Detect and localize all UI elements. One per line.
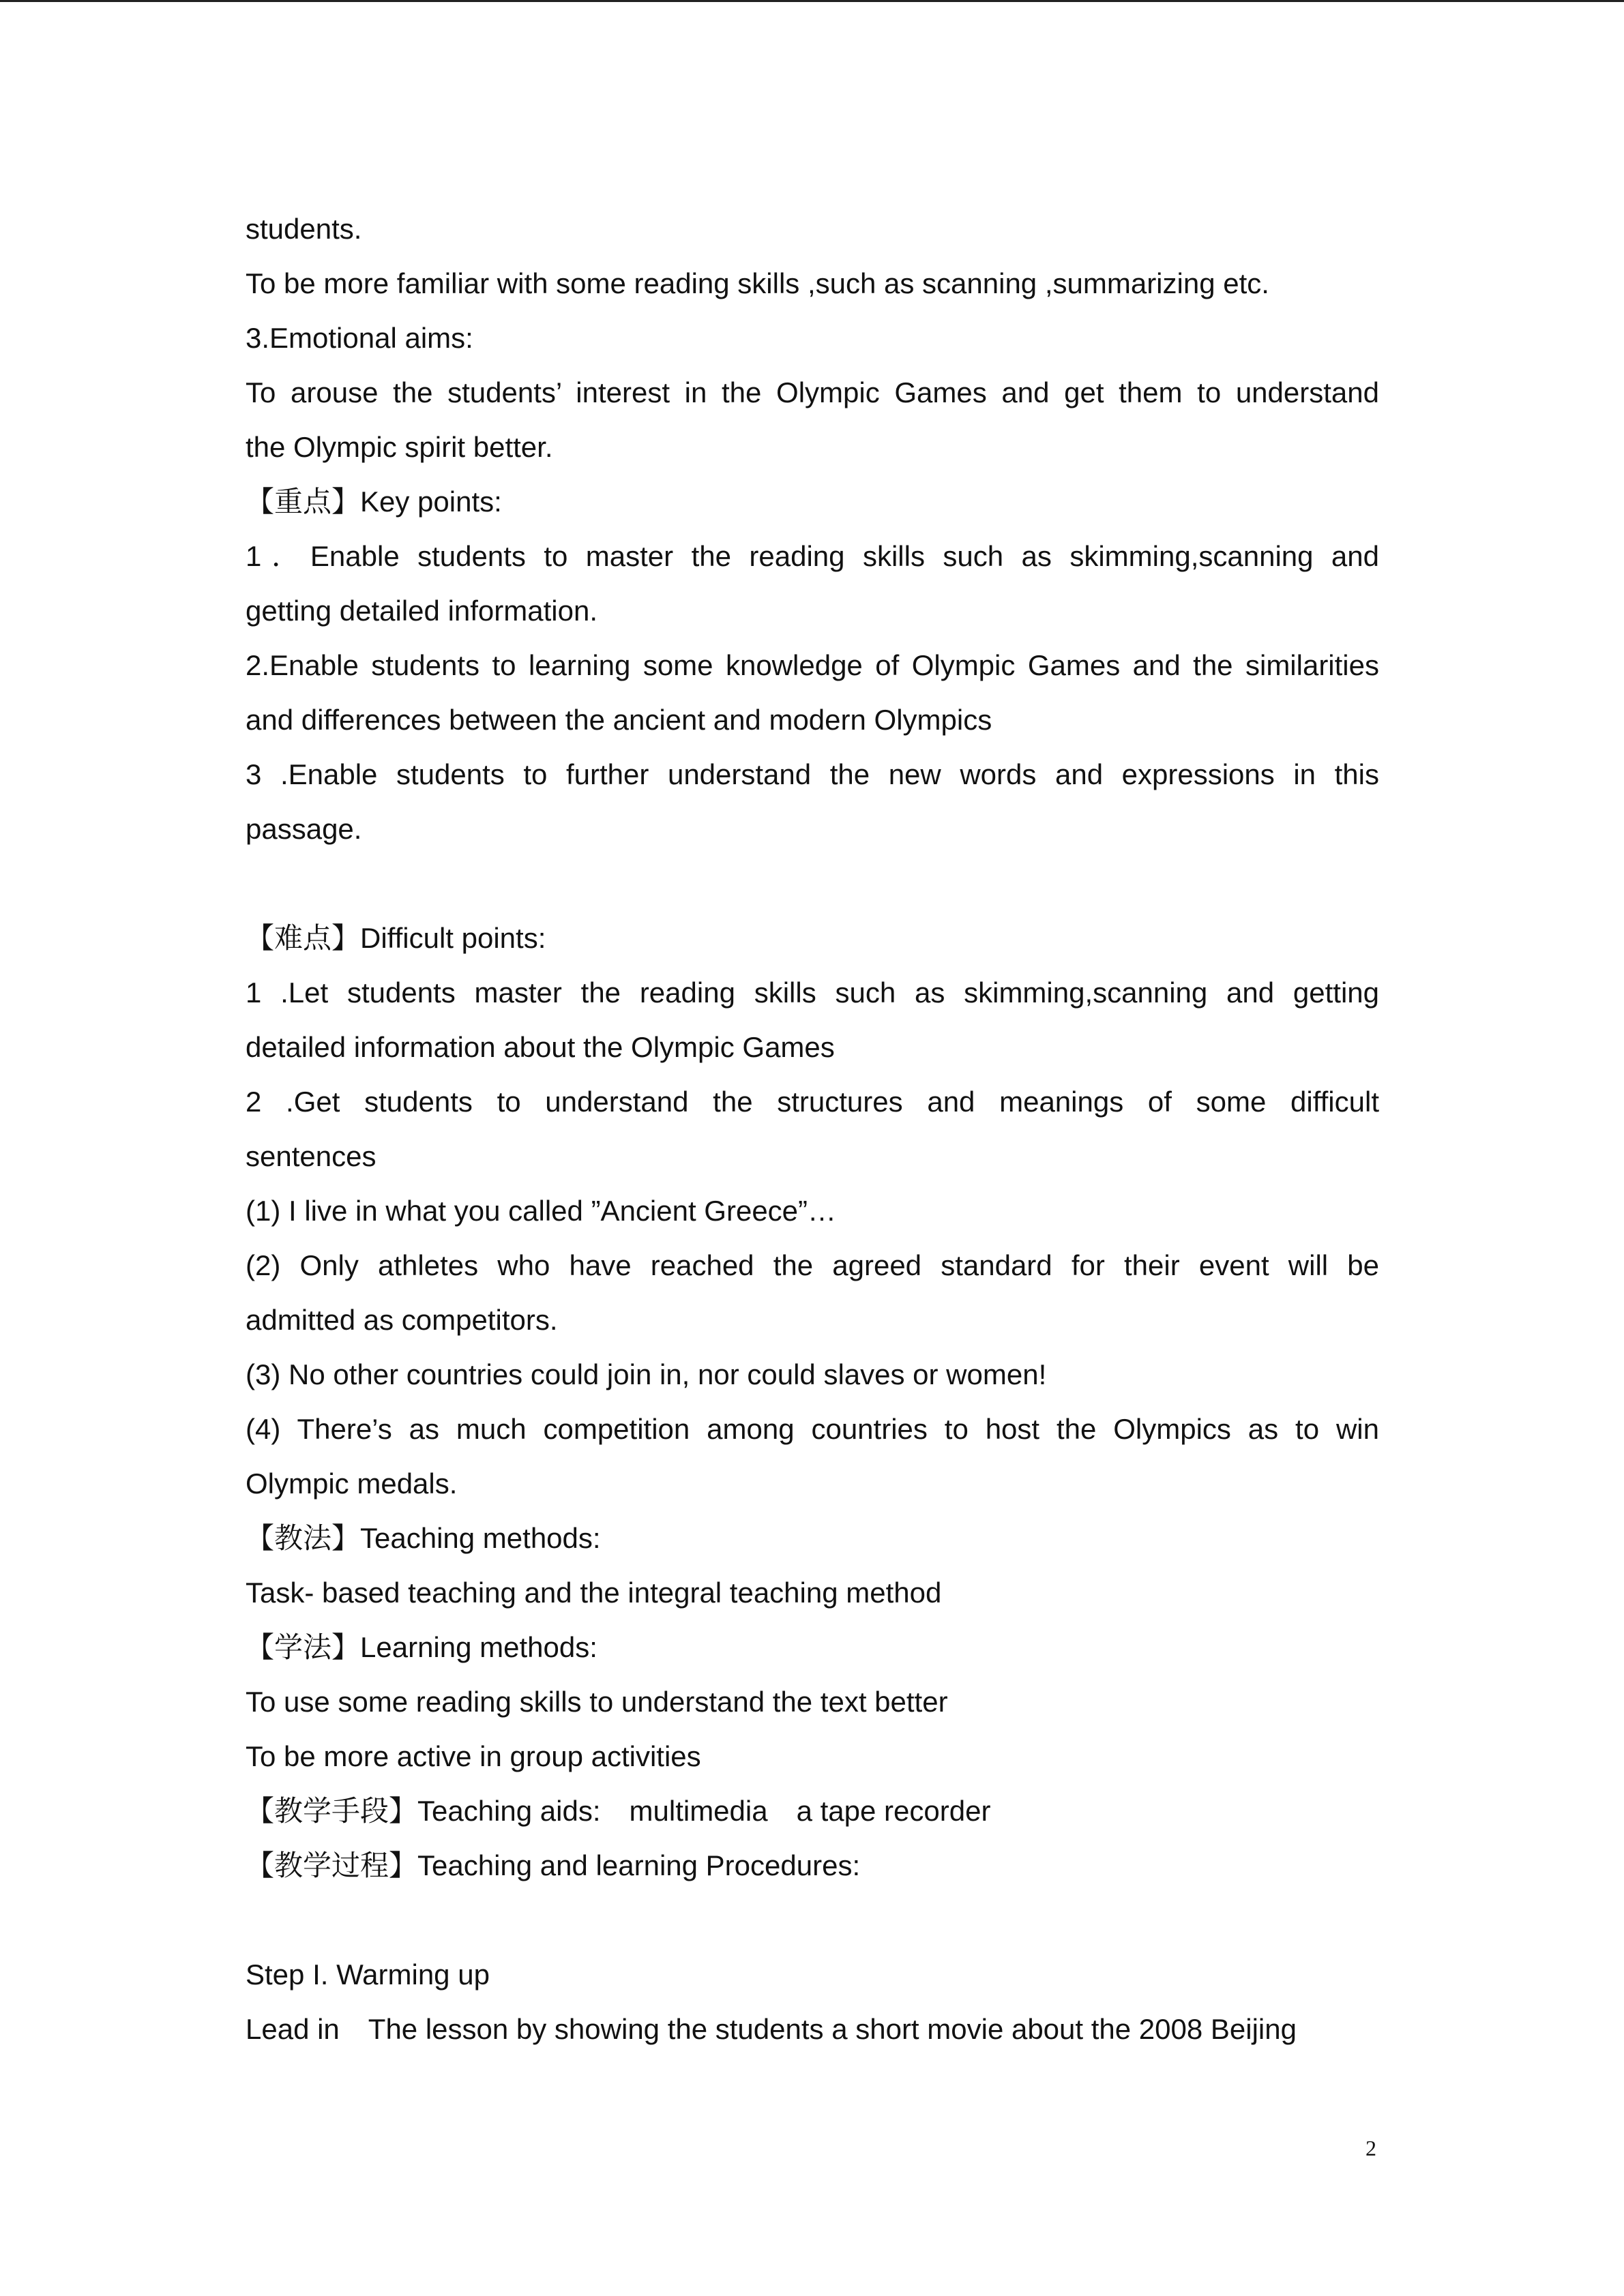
text-line: sentences bbox=[246, 1140, 377, 1172]
section-heading-difficult-points: 【难点】Difficult points: bbox=[246, 921, 546, 955]
text-line: To be more familiar with some reading skills ,such as scanning ,summarizing etc. bbox=[246, 267, 1269, 299]
bracket-label-teaching-methods: 【教法】 bbox=[246, 1521, 361, 1555]
text-line: Task- based teaching and the integral teaching method bbox=[246, 1577, 942, 1609]
text-line: To be more active in group activities bbox=[246, 1740, 701, 1772]
list-item: (1) I live in what you called ”Ancient Greece”… bbox=[246, 1195, 837, 1227]
list-item: 1．Enable students to master the reading skills such as skimming,scanning and bbox=[246, 540, 1379, 572]
list-item: 2.Enable students to learning some knowledge of Olympic Games and the similarities bbox=[246, 649, 1379, 681]
text-line: detailed information about the Olympic Games bbox=[246, 1031, 835, 1063]
section-heading-teaching-aids: 【教学手段】Teaching aids: multimedia a tape recorder bbox=[246, 1794, 991, 1828]
list-item: 2 .Get students to understand the structures and meanings of some difficult bbox=[246, 1086, 1379, 1118]
bracket-label-learning-methods: 【学法】 bbox=[246, 1630, 361, 1664]
list-item: (3) No other countries could join in, nor could slaves or women! bbox=[246, 1358, 1047, 1390]
text-line: students. bbox=[246, 213, 362, 245]
text-line: Lead in The lesson by showing the students a short movie about the 2008 Beijing bbox=[246, 2013, 1297, 2045]
bracket-label-teaching-aids: 【教学手段】 bbox=[246, 1794, 418, 1828]
section-heading-teaching-methods: 【教法】Teaching methods: bbox=[246, 1521, 601, 1555]
text-line: To arouse the students’ interest in the Olympic Games and get them to understand bbox=[246, 376, 1379, 408]
section-heading-learning-methods: 【学法】Learning methods: bbox=[246, 1630, 597, 1664]
step-heading: Step I. Warming up bbox=[246, 1958, 490, 1991]
list-item: 3 .Enable students to further understand the new words and expressions in this bbox=[246, 758, 1379, 790]
text-line: and differences between the ancient and modern Olympics bbox=[246, 704, 992, 736]
bracket-label-key-points: 【重点】 bbox=[246, 485, 361, 518]
bracket-label-procedures: 【教学过程】 bbox=[246, 1849, 418, 1882]
bracket-label-difficult-points: 【难点】 bbox=[246, 921, 361, 955]
list-item: (2) Only athletes who have reached the agreed standard for their event will be bbox=[246, 1249, 1379, 1281]
section-heading-procedures: 【教学过程】Teaching and learning Procedures: bbox=[246, 1849, 861, 1882]
text-line: admitted as competitors. bbox=[246, 1304, 558, 1336]
text-line: the Olympic spirit better. bbox=[246, 431, 553, 463]
list-item: (4) There’s as much competition among countries to host the Olympics as to win bbox=[246, 1413, 1379, 1445]
list-item: 1 .Let students master the reading skills such as skimming,scanning and getting bbox=[246, 976, 1379, 1009]
text-line: getting detailed information. bbox=[246, 595, 597, 627]
page-number: 2 bbox=[1365, 2136, 1376, 2160]
text-line: Olympic medals. bbox=[246, 1467, 458, 1500]
section-heading-key-points: 【重点】Key points: bbox=[246, 485, 502, 518]
section-heading-emotional-aims: 3.Emotional aims: bbox=[246, 322, 473, 354]
text-line: To use some reading skills to understand the text better bbox=[246, 1686, 948, 1718]
text-line: passage. bbox=[246, 813, 362, 845]
top-border-line bbox=[0, 0, 1624, 2]
